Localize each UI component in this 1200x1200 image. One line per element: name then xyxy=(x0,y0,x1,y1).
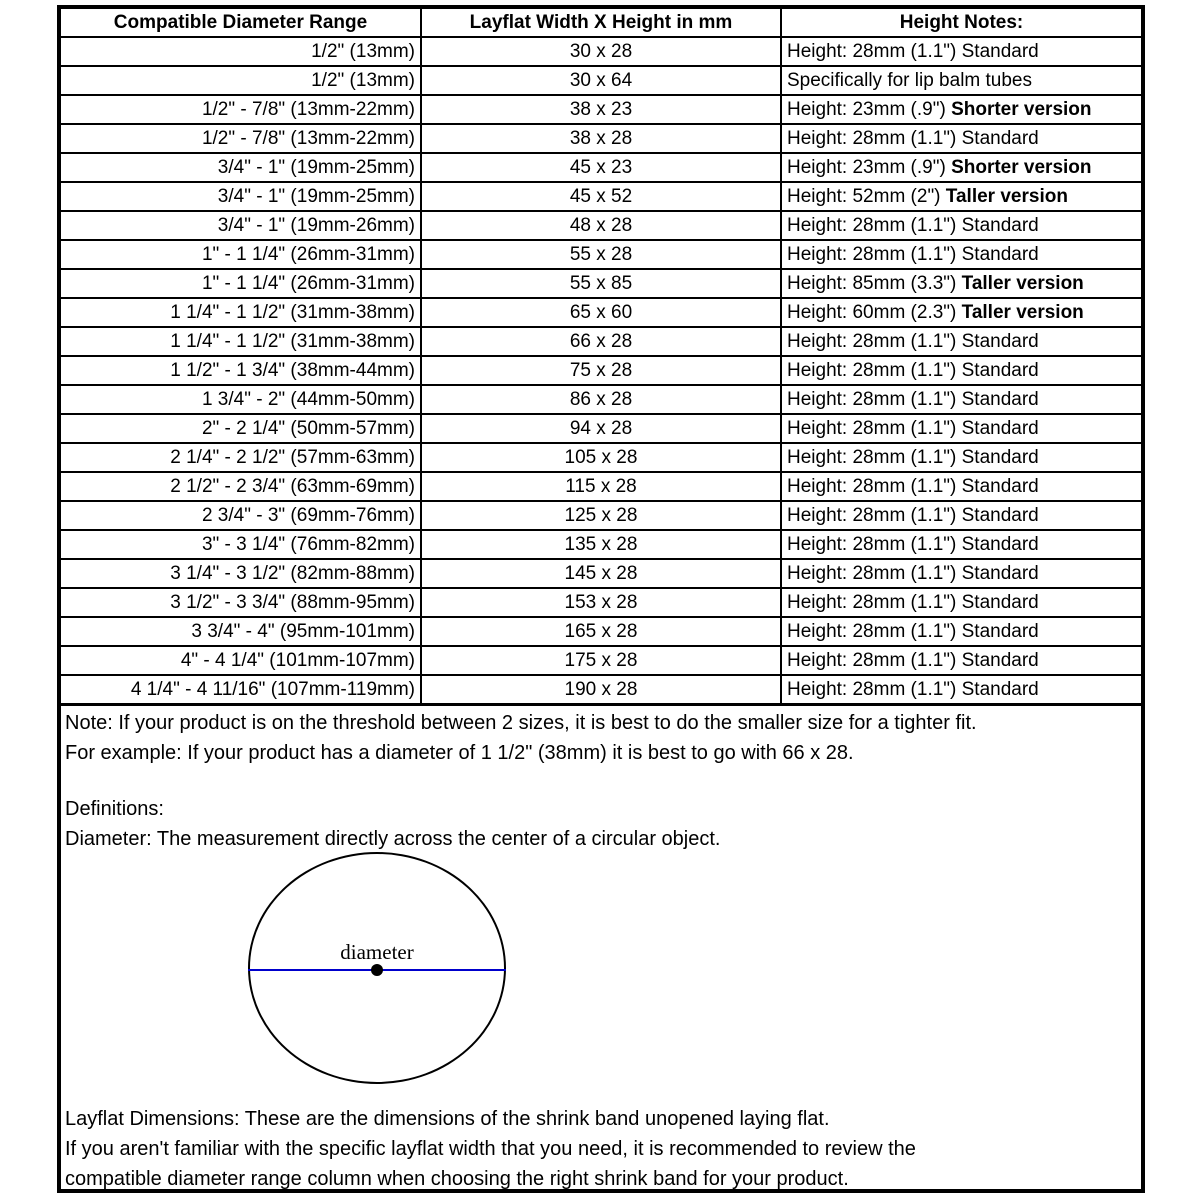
cell-height-note xyxy=(781,617,1141,646)
cell-layflat-size: 45 x 52 xyxy=(421,182,781,211)
cell-height-note xyxy=(781,675,1141,705)
height-note-text: Height: 23mm (.9") xyxy=(787,156,952,178)
height-note-text: Height: 28mm (1.1") Standard xyxy=(787,388,1039,410)
cell-height-note xyxy=(781,559,1141,588)
cell-height-note xyxy=(781,66,1141,95)
cell-diameter-range: 1/2" (13mm) xyxy=(61,66,421,95)
cell-diameter-range: 1/2" - 7/8" (13mm-22mm) xyxy=(61,95,421,124)
height-note-text: Height: 23mm (.9") xyxy=(787,98,952,120)
cell-layflat-size: 38 x 23 xyxy=(421,95,781,124)
cell-height-note xyxy=(781,269,1141,298)
cell-diameter-range: 1" - 1 1/4" (26mm-31mm) xyxy=(61,269,421,298)
height-note-text: Height: 28mm (1.1") Standard xyxy=(787,591,1039,613)
cell-layflat-size: 55 x 85 xyxy=(421,269,781,298)
height-note-text: Height: 28mm (1.1") Standard xyxy=(787,620,1039,642)
cell-height-note xyxy=(781,385,1141,414)
cell-layflat-size: 86 x 28 xyxy=(421,385,781,414)
cell-diameter-range: 3/4" - 1" (19mm-25mm) xyxy=(61,182,421,211)
table-row xyxy=(61,443,1141,472)
cell-height-note xyxy=(781,501,1141,530)
height-note-text: Height: 28mm (1.1") Standard xyxy=(787,562,1039,584)
cell-diameter-range: 3/4" - 1" (19mm-25mm) xyxy=(61,153,421,182)
table-body xyxy=(61,37,1141,705)
cell-height-note xyxy=(781,298,1141,327)
layflat-definition-line2: If you aren't familiar with the specific layflat width that you need, it is recommended to review the xyxy=(65,1138,916,1160)
cell-height-note xyxy=(781,588,1141,617)
cell-diameter-range: 3/4" - 1" (19mm-26mm) xyxy=(61,211,421,240)
cell-diameter-range: 1 1/4" - 1 1/2" (31mm-38mm) xyxy=(61,298,421,327)
cell-layflat-size: 94 x 28 xyxy=(421,414,781,443)
table-row xyxy=(61,95,1141,124)
height-note-text: Height: 28mm (1.1") Standard xyxy=(787,678,1039,700)
col-header-diameter-range: Compatible Diameter Range xyxy=(61,9,421,37)
table-row xyxy=(61,240,1141,269)
notes-section xyxy=(61,706,1141,1193)
table-row xyxy=(61,124,1141,153)
diameter-label: diameter xyxy=(340,940,414,964)
height-note-text: Height: 28mm (1.1") Standard xyxy=(787,475,1039,497)
cell-layflat-size: 55 x 28 xyxy=(421,240,781,269)
cell-diameter-range: 1 3/4" - 2" (44mm-50mm) xyxy=(61,385,421,414)
center-dot xyxy=(371,964,383,976)
cell-height-note xyxy=(781,327,1141,356)
height-note-text: Height: 28mm (1.1") Standard xyxy=(787,649,1039,671)
cell-height-note xyxy=(781,472,1141,501)
cell-layflat-size: 105 x 28 xyxy=(421,443,781,472)
cell-diameter-range: 3" - 3 1/4" (76mm-82mm) xyxy=(61,530,421,559)
cell-diameter-range: 1 1/2" - 1 3/4" (38mm-44mm) xyxy=(61,356,421,385)
table-row xyxy=(61,211,1141,240)
table-row xyxy=(61,501,1141,530)
spacer xyxy=(65,768,1137,794)
height-note-text: Height: 28mm (1.1") Standard xyxy=(787,214,1039,236)
table-row xyxy=(61,617,1141,646)
cell-height-note xyxy=(781,443,1141,472)
cell-diameter-range: 4" - 4 1/4" (101mm-107mm) xyxy=(61,646,421,675)
layflat-definition-line1: Layflat Dimensions: These are the dimensions of the shrink band unopened laying flat. xyxy=(65,1108,830,1130)
cell-height-note xyxy=(781,37,1141,66)
cell-height-note xyxy=(781,240,1141,269)
table-row xyxy=(61,327,1141,356)
cell-diameter-range: 2 1/4" - 2 1/2" (57mm-63mm) xyxy=(61,443,421,472)
note-example: For example: If your product has a diameter of 1 1/2" (38mm) it is best to go with 66 x 28. xyxy=(65,742,854,764)
table-row xyxy=(61,356,1141,385)
table-row xyxy=(61,298,1141,327)
table-row xyxy=(61,530,1141,559)
cell-height-note xyxy=(781,414,1141,443)
table-row xyxy=(61,559,1141,588)
table-row xyxy=(61,385,1141,414)
cell-height-note xyxy=(781,530,1141,559)
height-note-text: Height: 28mm (1.1") Standard xyxy=(787,330,1039,352)
cell-height-note xyxy=(781,153,1141,182)
cell-layflat-size: 115 x 28 xyxy=(421,472,781,501)
height-note-text: Height: 52mm (2") xyxy=(787,185,946,207)
height-note-bold: Shorter version xyxy=(951,98,1092,120)
cell-diameter-range: 1/2" (13mm) xyxy=(61,37,421,66)
cell-diameter-range: 2 1/2" - 2 3/4" (63mm-69mm) xyxy=(61,472,421,501)
note-threshold: Note: If your product is on the threshold between 2 sizes, it is best to do the smaller size for a tighter fit. xyxy=(65,712,977,734)
cell-layflat-size: 165 x 28 xyxy=(421,617,781,646)
height-note-text: Height: 28mm (1.1") Standard xyxy=(787,359,1039,381)
cell-height-note xyxy=(781,182,1141,211)
height-note-text: Height: 28mm (1.1") Standard xyxy=(787,127,1039,149)
diameter-diagram xyxy=(65,854,1137,1090)
cell-layflat-size: 48 x 28 xyxy=(421,211,781,240)
cell-layflat-size: 30 x 28 xyxy=(421,37,781,66)
cell-layflat-size: 153 x 28 xyxy=(421,588,781,617)
table-row xyxy=(61,182,1141,211)
cell-height-note xyxy=(781,646,1141,675)
table-row xyxy=(61,37,1141,66)
cell-height-note xyxy=(781,211,1141,240)
shrink-band-size-chart-page xyxy=(57,5,1145,1193)
cell-height-note xyxy=(781,95,1141,124)
header-row xyxy=(61,9,1141,37)
table-row xyxy=(61,414,1141,443)
cell-diameter-range: 1/2" - 7/8" (13mm-22mm) xyxy=(61,124,421,153)
table-row xyxy=(61,588,1141,617)
layflat-definition-block xyxy=(65,1104,1137,1193)
cell-diameter-range: 3 1/2" - 3 3/4" (88mm-95mm) xyxy=(61,588,421,617)
size-chart-table xyxy=(61,9,1141,706)
cell-layflat-size: 38 x 28 xyxy=(421,124,781,153)
cell-height-note xyxy=(781,124,1141,153)
cell-layflat-size: 190 x 28 xyxy=(421,675,781,705)
cell-layflat-size: 75 x 28 xyxy=(421,356,781,385)
height-note-text: Height: 28mm (1.1") Standard xyxy=(787,533,1039,555)
height-note-bold: Taller version xyxy=(961,301,1084,323)
table-row xyxy=(61,66,1141,95)
cell-diameter-range: 3 3/4" - 4" (95mm-101mm) xyxy=(61,617,421,646)
cell-diameter-range: 3 1/4" - 3 1/2" (82mm-88mm) xyxy=(61,559,421,588)
height-note-text: Height: 28mm (1.1") Standard xyxy=(787,40,1039,62)
table-row xyxy=(61,646,1141,675)
table-row xyxy=(61,675,1141,705)
cell-diameter-range: 1" - 1 1/4" (26mm-31mm) xyxy=(61,240,421,269)
height-note-text: Height: 28mm (1.1") Standard xyxy=(787,446,1039,468)
cell-layflat-size: 45 x 23 xyxy=(421,153,781,182)
height-note-text: Height: 60mm (2.3") xyxy=(787,301,962,323)
col-header-layflat: Layflat Width X Height in mm xyxy=(421,9,781,37)
cell-diameter-range: 4 1/4" - 4 11/16" (107mm-119mm) xyxy=(61,675,421,705)
cell-diameter-range: 1 1/4" - 1 1/2" (31mm-38mm) xyxy=(61,327,421,356)
definitions-heading: Definitions: xyxy=(65,798,164,820)
height-note-text: Height: 28mm (1.1") Standard xyxy=(787,243,1039,265)
table-row xyxy=(61,472,1141,501)
height-note-text: Height: 28mm (1.1") Standard xyxy=(787,504,1039,526)
cell-layflat-size: 175 x 28 xyxy=(421,646,781,675)
cell-layflat-size: 66 x 28 xyxy=(421,327,781,356)
height-note-bold: Taller version xyxy=(945,185,1068,207)
height-note-bold: Taller version xyxy=(961,272,1084,294)
cell-layflat-size: 145 x 28 xyxy=(421,559,781,588)
cell-layflat-size: 65 x 60 xyxy=(421,298,781,327)
height-note-text: Specifically for lip balm tubes xyxy=(787,69,1032,91)
cell-layflat-size: 135 x 28 xyxy=(421,530,781,559)
cell-diameter-range: 2 3/4" - 3" (69mm-76mm) xyxy=(61,501,421,530)
table-row xyxy=(61,269,1141,298)
cell-height-note xyxy=(781,356,1141,385)
table-row xyxy=(61,153,1141,182)
col-header-height-notes: Height Notes: xyxy=(781,9,1141,37)
height-note-text: Height: 28mm (1.1") Standard xyxy=(787,417,1039,439)
height-note-bold: Shorter version xyxy=(951,156,1092,178)
layflat-definition-line3: compatible diameter range column when choosing the right shrink band for your product. xyxy=(65,1168,849,1190)
cell-layflat-size: 125 x 28 xyxy=(421,501,781,530)
definition-diameter: Diameter: The measurement directly across the center of a circular object. xyxy=(65,828,721,850)
cell-layflat-size: 30 x 64 xyxy=(421,66,781,95)
height-note-text: Height: 85mm (3.3") xyxy=(787,272,962,294)
cell-diameter-range: 2" - 2 1/4" (50mm-57mm) xyxy=(61,414,421,443)
